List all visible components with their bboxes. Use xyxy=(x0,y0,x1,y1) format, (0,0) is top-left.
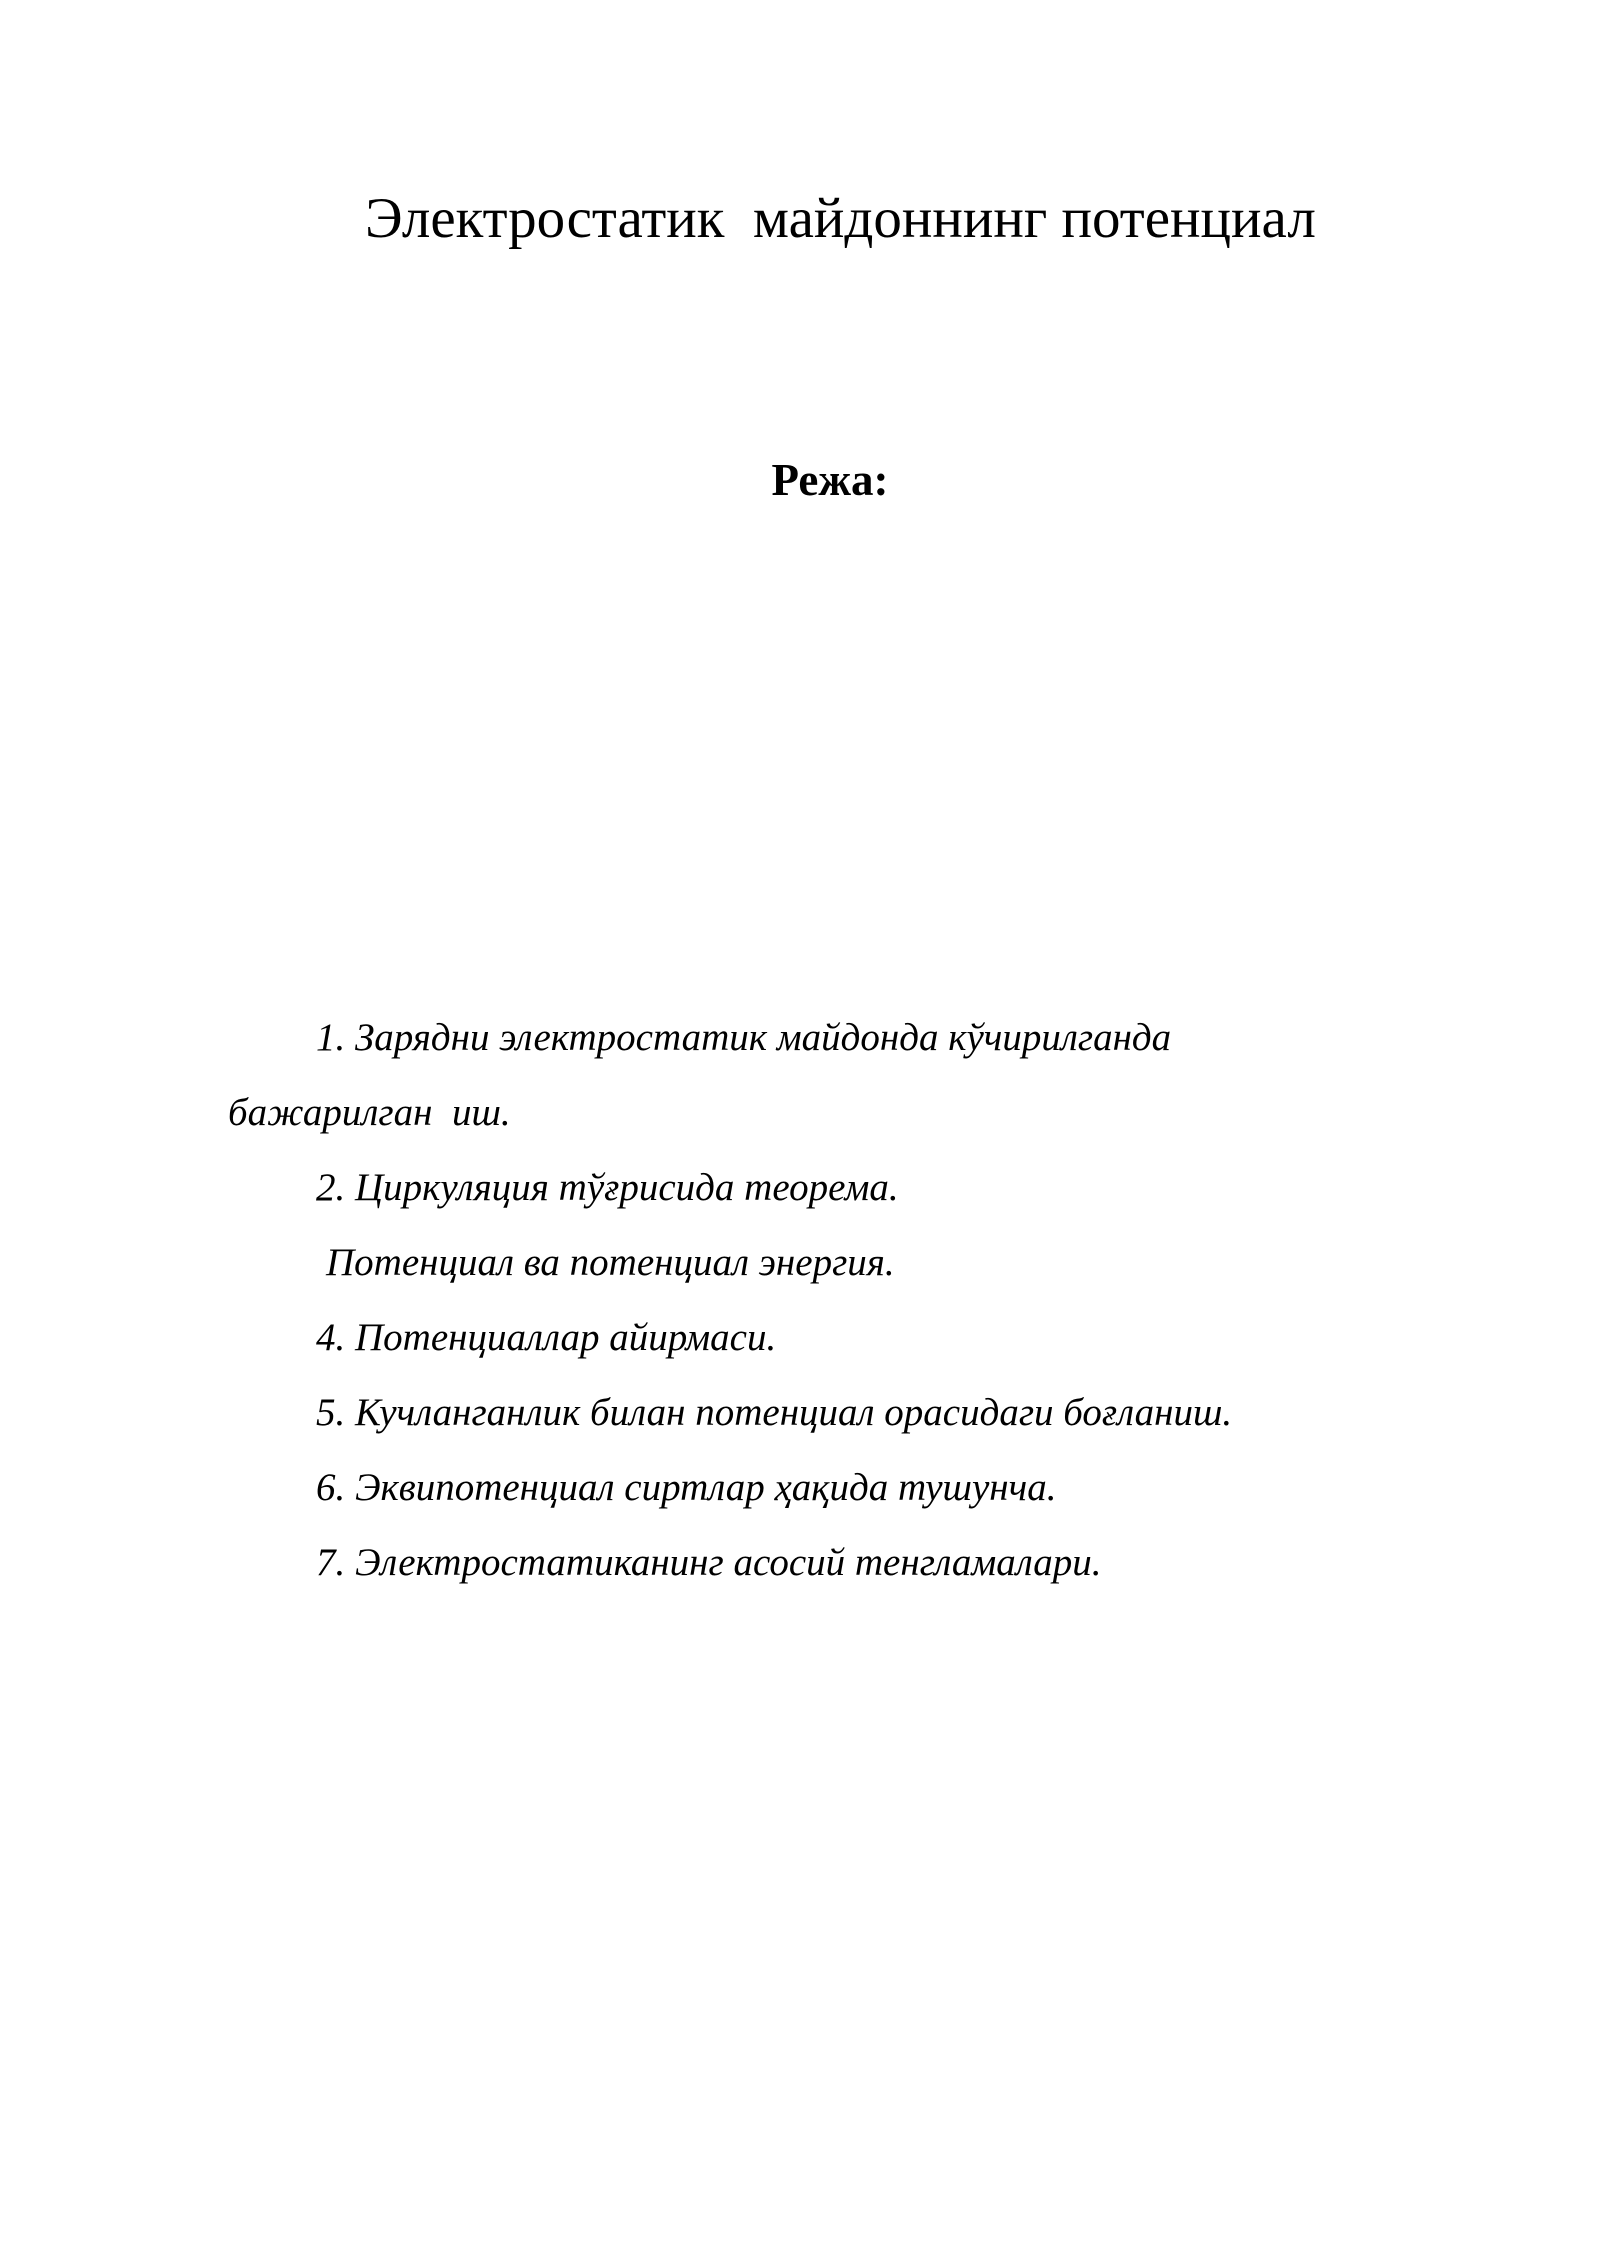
plan-item-1: 1. Зарядни электростатик майдонда кўчирилганда xyxy=(316,1016,1172,1059)
plan-item-1-continuation: бажарилган иш. xyxy=(228,1091,511,1134)
plan-item-7: 7. Электростатиканинг асосий тенгламалари. xyxy=(316,1541,1102,1584)
document-title: Электростатик майдоннинг потенциал xyxy=(365,187,1316,250)
plan-list xyxy=(228,1000,1428,1600)
plan-heading: Режа: xyxy=(771,455,889,505)
plan-item-2: 2. Циркуляция тўғрисида теорема. xyxy=(316,1166,899,1209)
plan-item-4: 4. Потенциаллар айирмаси. xyxy=(316,1316,777,1359)
plan-item-3: Потенциал ва потенциал энергия. xyxy=(326,1241,895,1284)
plan-item-5: 5. Кучланганлик билан потенциал орасидаги боғланиш. xyxy=(316,1391,1233,1434)
plan-item-6: 6. Эквипотенциал сиртлар ҳақида тушунча. xyxy=(316,1466,1057,1509)
